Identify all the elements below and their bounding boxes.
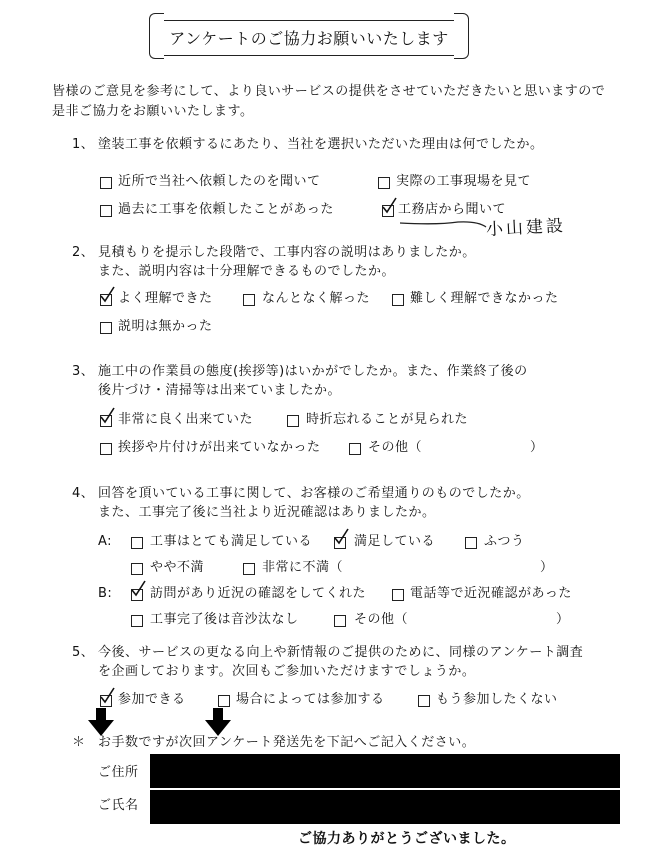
- q4-b-option-3-checkbox[interactable]: [131, 615, 143, 627]
- q4-a-option-1-checkbox[interactable]: [131, 537, 143, 549]
- q2-question-line-2: また、説明内容は十分理解できるものでしたか。: [98, 264, 396, 279]
- q2-option-2-checkbox[interactable]: [243, 294, 255, 306]
- q5-question-line-2: を企画しております。次回もご参加いただけますでしょうか。: [98, 664, 476, 679]
- q3-option-1-label: 非常に良く出来ていた: [118, 412, 254, 427]
- q4-b-option-4-checkbox[interactable]: [334, 615, 346, 627]
- q3-option-2-checkbox[interactable]: [287, 415, 299, 427]
- q2-option-4-checkbox[interactable]: [100, 322, 112, 334]
- q4-a-label: A:: [98, 534, 113, 549]
- q4-a-option-4-checkbox[interactable]: [131, 563, 143, 575]
- q5-number: 5、: [72, 645, 95, 660]
- q5-question-line-1: 今後、サービスの更なる向上や新情報のご提供のために、同様のアンケート調査: [98, 645, 584, 660]
- q4-a-option-3-checkbox[interactable]: [465, 537, 477, 549]
- q3-other-close-paren: ）: [530, 440, 544, 455]
- q1-option-1-checkbox[interactable]: [100, 177, 112, 189]
- name-label: ご氏名: [98, 798, 139, 813]
- q2-option-1-check-mark: [100, 287, 110, 301]
- q1-option-4-label: 工務店から聞いて: [398, 202, 507, 217]
- thanks-message: ご協力ありがとうございました。: [298, 831, 516, 847]
- arrow-down-icon-left: [88, 708, 114, 736]
- q1-option-1-label: 近所で当社へ依頼したのを聞いて: [118, 174, 321, 189]
- footer-note: お手数ですが次回アンケート発送先を下記へご記入ください。: [98, 735, 476, 750]
- intro-line-2: 是非ご協力をお願いいたします。: [52, 104, 254, 119]
- q4-a-option-2-label: 満足している: [354, 534, 436, 549]
- q4-a-option-5-label: 非常に不満（: [262, 560, 344, 575]
- q4-a-close-paren: ）: [540, 560, 554, 575]
- q5-option-1-check-mark: [100, 688, 110, 702]
- q4-b-label: B:: [98, 586, 113, 601]
- footer-asterisk: ＊: [72, 735, 86, 750]
- q4-a-option-5-checkbox[interactable]: [243, 563, 255, 575]
- q3-option-3-label: 挨拶や片付けが出来ていなかった: [118, 440, 321, 455]
- q3-option-4-checkbox[interactable]: [349, 443, 361, 455]
- q3-question-line-2: 後片づけ・清掃等は出来ていましたか。: [98, 383, 342, 398]
- q1-option-4-check-mark: [382, 198, 392, 212]
- q2-option-3-label: 難しく理解できなかった: [410, 291, 559, 306]
- q1-option-3-label: 過去に工事を依頼したことがあった: [118, 202, 334, 217]
- q1-option-2-checkbox[interactable]: [378, 177, 390, 189]
- q1-number: 1、: [72, 137, 95, 152]
- title-banner: [150, 14, 468, 58]
- q4-a-option-4-label: やや不満: [150, 560, 205, 575]
- q4-b-option-2-checkbox[interactable]: [392, 589, 404, 601]
- q4-a-option-1-label: 工事はとても満足している: [150, 534, 313, 549]
- q5-option-1-label: 参加できる: [118, 692, 186, 707]
- page-title: アンケートのご協力お願いいたします: [169, 29, 449, 48]
- arrow-down-icon-right: [205, 708, 231, 736]
- q1-handwritten-note: 小山建設: [485, 215, 567, 241]
- q2-option-3-checkbox[interactable]: [392, 294, 404, 306]
- q4-a-option-3-label: ふつう: [484, 534, 525, 549]
- intro-line-1: 皆様のご意見を参考にして、より良いサービスの提供をさせていただきたいと思いますので: [52, 84, 606, 99]
- q1-underline-stroke: [398, 219, 488, 233]
- q4-question-line-1: 回答を頂いている工事に関して、お客様のご希望通りのものでしたか。: [98, 486, 530, 501]
- q4-a-option-2-check-mark: [334, 529, 344, 543]
- q1-option-2-label: 実際の工事現場を見て: [396, 174, 532, 189]
- q1-question: 塗装工事を依頼するにあたり、当社を選択いただいた理由は何でしたか。: [98, 137, 544, 152]
- q5-option-3-checkbox[interactable]: [418, 695, 430, 707]
- q4-b-close-paren: ）: [556, 612, 570, 627]
- q4-b-option-2-label: 電話等で近況確認があった: [410, 586, 572, 601]
- q2-option-2-label: なんとなく解った: [262, 291, 371, 306]
- q4-b-option-3-label: 工事完了後は音沙汰なし: [150, 612, 299, 627]
- address-label: ご住所: [98, 765, 139, 780]
- q5-option-3-label: もう参加したくない: [436, 692, 558, 707]
- q2-option-4-label: 説明は無かった: [118, 319, 213, 334]
- q3-number: 3、: [72, 364, 95, 379]
- q4-question-line-2: また、工事完了後に当社より近況確認はありましたか。: [98, 505, 436, 520]
- q5-option-2-checkbox[interactable]: [218, 695, 230, 707]
- q2-question-line-1: 見積もりを提示した段階で、工事内容の説明はありましたか。: [98, 245, 476, 260]
- q3-option-3-checkbox[interactable]: [100, 443, 112, 455]
- address-redacted-field[interactable]: [150, 754, 620, 788]
- name-redacted-field[interactable]: [150, 790, 620, 824]
- q3-question-line-1: 施工中の作業員の態度(挨拶等)はいかがでしたか。また、作業終了後の: [98, 364, 528, 379]
- q5-option-2-label: 場合によっては参加する: [236, 692, 385, 707]
- q4-b-option-1-label: 訪問があり近況の確認をしてくれた: [150, 586, 367, 601]
- q4-number: 4、: [72, 486, 95, 501]
- q4-b-option-4-label: その他（: [354, 612, 409, 627]
- q4-b-option-1-check-mark: [131, 581, 141, 595]
- title-scroll-frame: [156, 20, 462, 56]
- q3-option-4-label: その他（: [368, 440, 423, 455]
- q1-option-3-checkbox[interactable]: [100, 205, 112, 217]
- q2-option-1-label: よく理解できた: [118, 291, 213, 306]
- q3-option-1-check-mark: [100, 408, 110, 422]
- q3-option-2-label: 時折忘れることが見られた: [306, 412, 469, 427]
- q2-number: 2、: [72, 245, 95, 260]
